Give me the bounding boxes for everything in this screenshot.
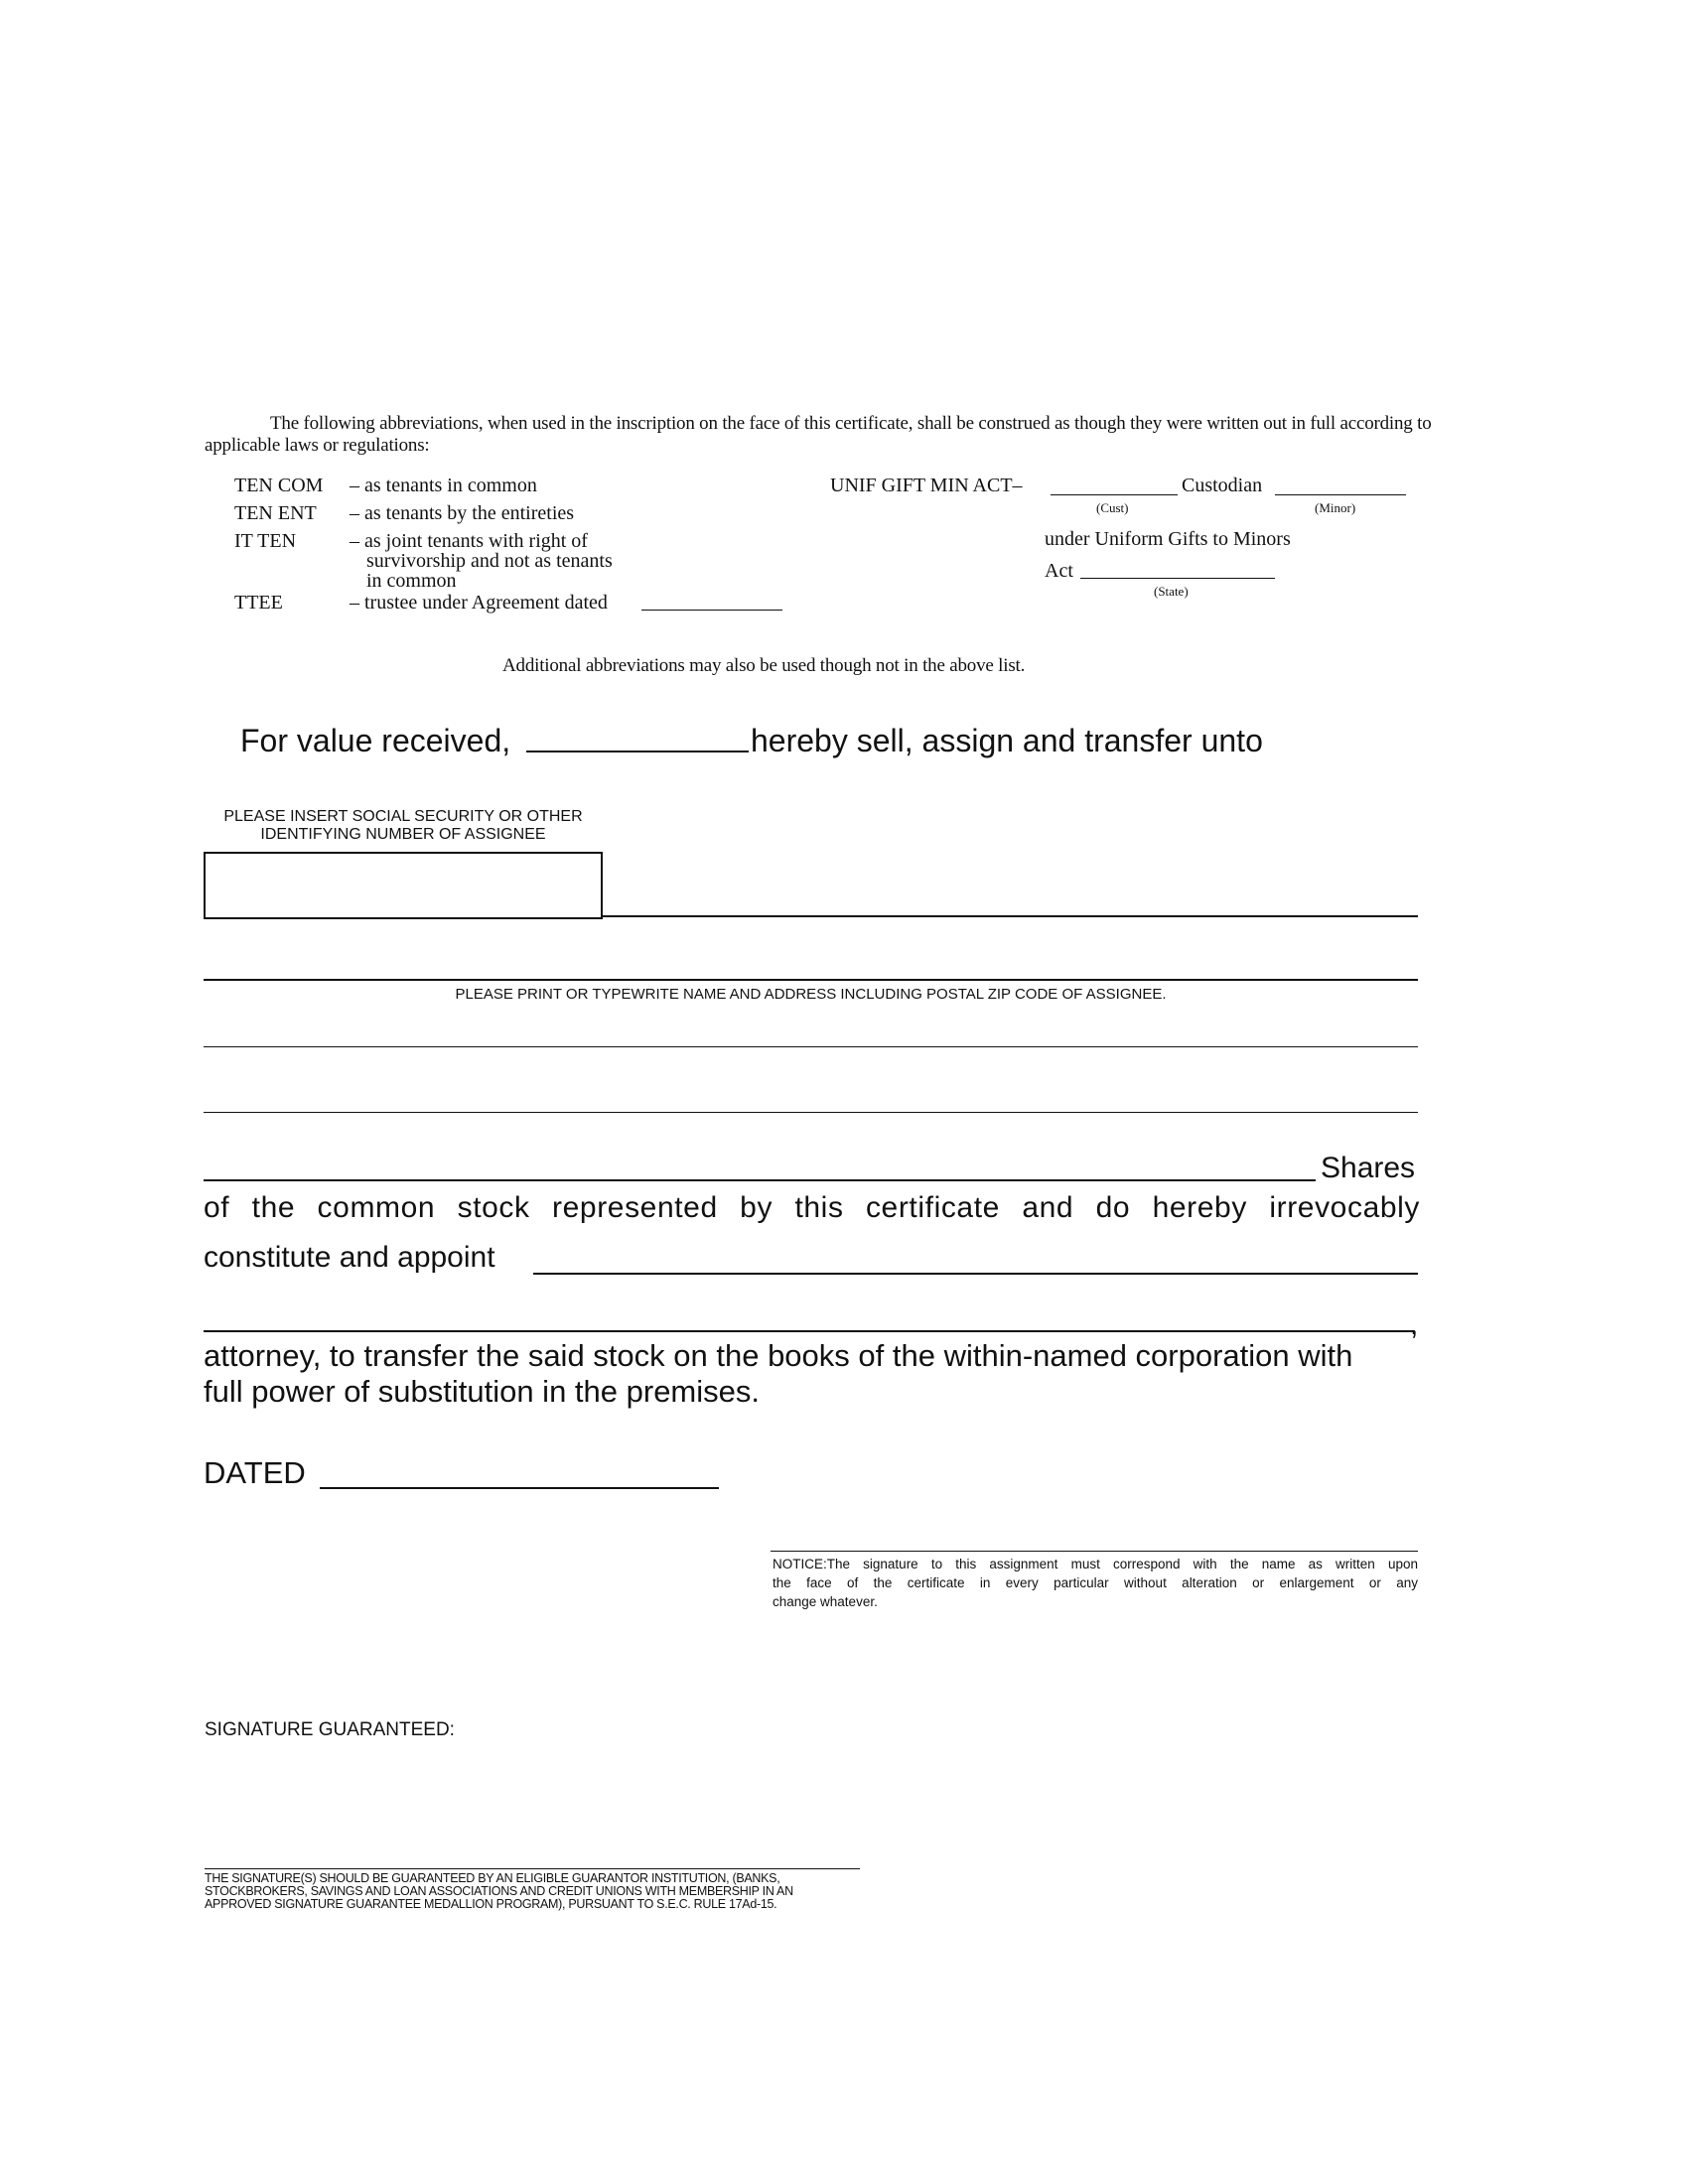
guarantee-note-line-2: STOCKBROKERS, SAVINGS AND LOAN ASSOCIATIONS AND CREDIT UNIONS WITH MEMBERSHIP IN AN [205, 1884, 793, 1898]
intro-paragraph: The following abbreviations, when used in the inscription on the face of this certificate, shall be construed as though they were written out in full according to applicable laws or regulations: [205, 413, 1432, 456]
signature-guaranteed-label: SIGNATURE GUARANTEED: [205, 1719, 455, 1740]
ssn-label-line-2: IDENTIFYING NUMBER OF ASSIGNEE [260, 826, 546, 843]
assignee-address-line-2[interactable] [204, 1112, 1418, 1113]
transfer-unto-text: hereby sell, assign and transfer unto [751, 723, 1263, 758]
ugma-under-text: under Uniform Gifts to Minors [1045, 528, 1291, 550]
constitute-appoint-label: constitute and appoint [204, 1241, 495, 1274]
additional-abbreviations-note: Additional abbreviations may also be used though not in the above list. [502, 655, 1026, 676]
owner-signature-field[interactable] [771, 1551, 1418, 1552]
attorney-text-line-1: attorney, to transfer the said stock on the books of the within-named corporation with [204, 1338, 1353, 1373]
ugma-custodian-label: Custodian [1182, 475, 1263, 496]
shares-label: Shares [1321, 1152, 1416, 1184]
state-caption: (State) [1154, 584, 1189, 599]
abbr-desc: – trustee under Agreement dated [350, 592, 608, 614]
number-of-shares-field[interactable] [204, 1179, 1316, 1181]
date-field[interactable] [320, 1487, 719, 1489]
attorney-name-field-2[interactable] [204, 1330, 1415, 1332]
abbr-desc: – as joint tenants with right of [350, 530, 588, 552]
dated-label: DATED [204, 1455, 306, 1490]
print-name-address-label: PLEASE PRINT OR TYPEWRITE NAME AND ADDRESS INCLUDING POSTAL ZIP CODE OF ASSIGNEE. [455, 986, 1167, 1003]
minor-caption: (Minor) [1315, 500, 1356, 515]
assignor-field[interactable] [526, 751, 749, 752]
assignee-name-line-2[interactable] [204, 979, 1418, 981]
attorney-text [204, 1338, 1425, 1410]
for-value-received-label: For value received, [240, 723, 511, 758]
notice-line-1: NOTICE:The signature to this assignment must correspond with the name as written upon [773, 1557, 1418, 1571]
abbr-desc-cont: survivorship and not as tenants [366, 550, 613, 572]
assignee-address-line-1[interactable] [204, 1046, 1418, 1047]
guarantor-signature-field[interactable] [205, 1868, 860, 1869]
ssn-input-box[interactable] [204, 852, 603, 919]
guarantee-note [205, 1872, 900, 1911]
abbr-code: TEN ENT [234, 502, 317, 524]
abbreviations-list [234, 475, 790, 623]
guarantee-note-line-1: THE SIGNATURE(S) SHOULD BE GUARANTEED BY AN ELIGIBLE GUARANTOR INSTITUTION, (BANKS, [205, 1871, 780, 1885]
abbr-code: IT TEN [234, 530, 297, 552]
attorney-text-line-2: full power of substitution in the premises. [204, 1374, 760, 1409]
ugma-prefix: UNIF GIFT MIN ACT– [830, 475, 1023, 496]
signature-notice [773, 1555, 1418, 1611]
attorney-name-field[interactable] [533, 1273, 1418, 1275]
ugma-act-label: Act [1045, 560, 1073, 582]
ssn-label [205, 808, 602, 844]
ttee-date-field[interactable] [641, 610, 782, 611]
abbr-desc-cont: in common [366, 570, 457, 592]
notice-line-3: change whatever. [773, 1594, 878, 1609]
assignee-name-line-1[interactable] [601, 915, 1418, 917]
notice-line-2: the face of the certificate in every particular without alteration or enlargement or any [773, 1575, 1418, 1590]
state-field[interactable] [1080, 578, 1275, 579]
abbr-desc: – as tenants by the entireties [350, 502, 575, 524]
minor-name-field[interactable] [1275, 494, 1406, 495]
abbr-code: TTEE [234, 592, 283, 614]
attorney-comma: , [1410, 1308, 1419, 1341]
common-stock-text: of the common stock represented by this certificate and do hereby irrevocably [204, 1191, 1420, 1224]
custodian-name-field[interactable] [1051, 494, 1178, 495]
abbr-code: TEN COM [234, 475, 324, 496]
ssn-label-line-1: PLEASE INSERT SOCIAL SECURITY OR OTHER [223, 808, 583, 825]
cust-caption: (Cust) [1096, 500, 1129, 515]
abbr-desc: – as tenants in common [350, 475, 537, 496]
guarantee-note-line-3: APPROVED SIGNATURE GUARANTEE MEDALLION PROGRAM), PURSUANT TO S.E.C. RULE 17Ad-15. [205, 1897, 777, 1911]
